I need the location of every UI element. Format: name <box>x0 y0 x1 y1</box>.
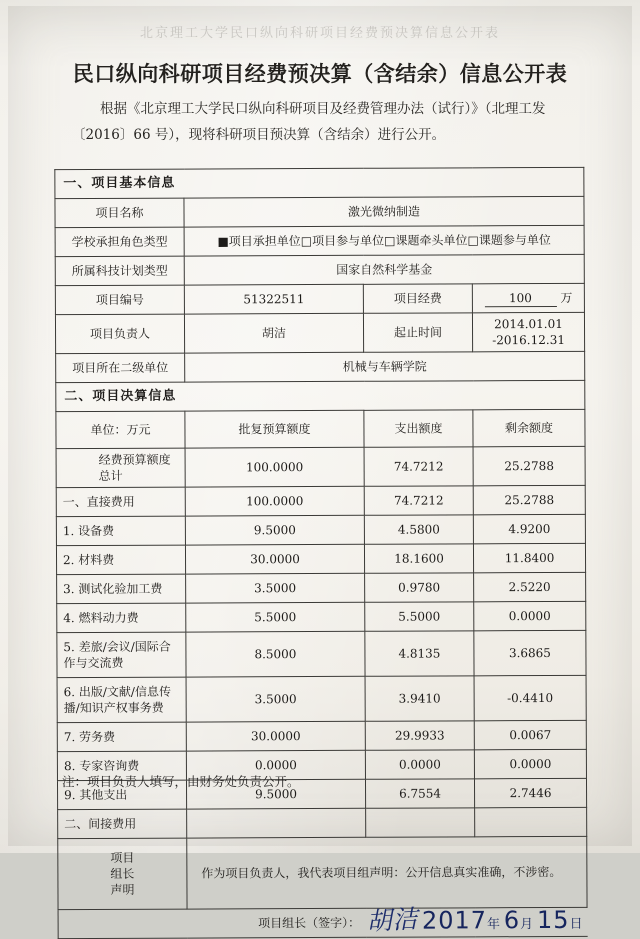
row-approved: 100.0000 <box>185 447 364 487</box>
signature-day: 15 <box>536 905 570 934</box>
row-approved: 3.5000 <box>186 573 365 603</box>
declaration-label-line-1: 项目 <box>110 850 135 865</box>
col-header-unit: 单位：万元 <box>56 411 185 449</box>
role-type-label: 学校承担角色类型 <box>55 227 184 257</box>
row-remain: 0.0000 <box>474 601 586 630</box>
row-label: 7. 劳务费 <box>57 722 186 752</box>
row-spent: 29.9933 <box>365 721 474 750</box>
table-row <box>55 312 584 353</box>
dept-label: 项目所在二级单位 <box>56 353 185 383</box>
table-row <box>56 514 585 545</box>
budget-unit: 万 <box>560 290 573 305</box>
row-label: 1. 设备费 <box>56 516 185 546</box>
row-remain: 25.2788 <box>473 485 585 514</box>
row-label: 8. 专家咨询费 <box>57 751 186 781</box>
row-label: 5. 差旅/会议/国际合作与交流费 <box>57 632 186 678</box>
table-row <box>56 446 585 487</box>
table-row <box>57 601 586 632</box>
plan-type-value: 国家自然科学基金 <box>184 254 584 285</box>
signature-label: 项目组长（签字）： <box>58 908 366 938</box>
table-row <box>56 485 585 516</box>
table-row <box>55 225 584 256</box>
row-approved: 3.5000 <box>186 676 365 722</box>
row-spent <box>366 808 475 837</box>
signature-year: 2017 <box>421 905 488 935</box>
table-row <box>55 254 584 285</box>
row-label: 二、间接费用 <box>58 809 187 839</box>
row-spent: 4.5800 <box>364 515 473 544</box>
row-approved: 100.0000 <box>185 486 364 516</box>
table-row <box>56 351 585 382</box>
budget-amount: 100 <box>484 289 556 306</box>
section-1-heading-row <box>55 167 584 198</box>
row-spent: 5.5000 <box>365 602 474 631</box>
table-row <box>57 720 586 751</box>
intro-line-1: 根据《北京理工大学民口纵向科研项目及经费管理办法（试行）》（北理工发 <box>100 101 546 117</box>
row-label: 4. 燃料动力费 <box>57 603 186 633</box>
row-label: 6. 出版/文献/信息传播/知识产权事务费 <box>57 677 186 723</box>
project-code-label: 项目编号 <box>55 285 184 315</box>
row-remain: -0.4410 <box>474 675 586 720</box>
period-value: 2014.01.01 -2016.12.31 <box>472 312 584 351</box>
row-approved <box>187 808 366 838</box>
page-title: 民口纵向科研项目经费预决算（含结余）信息公开表 <box>72 61 568 86</box>
signature-year-unit: 年 <box>487 916 501 932</box>
budget-label: 项目经费 <box>363 284 472 313</box>
declaration-text: 作为项目负责人，我代表项目组声明：公开信息真实准确，不涉密。 <box>187 836 587 909</box>
signature-month-unit: 月 <box>520 916 534 932</box>
footnote: 注：项目负责人填写，由财务处负责公开。 <box>62 774 300 789</box>
row-approved: 5.5000 <box>186 602 365 632</box>
row-remain: 0.0000 <box>474 749 586 778</box>
row-approved: 9.5000 <box>185 515 364 545</box>
table-row <box>57 675 586 722</box>
signature-day-unit: 日 <box>569 916 583 932</box>
declaration-label-line-3: 声明 <box>110 882 135 897</box>
table-row <box>58 807 587 838</box>
row-spent: 0.0000 <box>365 750 474 779</box>
row-spent: 6.7554 <box>365 779 474 808</box>
row-remain: 2.7446 <box>474 778 586 807</box>
row-spent: 74.7212 <box>364 447 473 486</box>
main-table <box>54 167 587 939</box>
row-approved: 30.0000 <box>185 544 364 574</box>
budget-table-header-row <box>56 409 585 448</box>
col-header-approved: 批复预算额度 <box>185 410 364 448</box>
row-label: 3. 测试化验加工费 <box>57 574 186 604</box>
row-remain: 3.6865 <box>474 630 586 675</box>
budget-value-cell <box>472 283 584 312</box>
plan-type-label: 所属科技计划类型 <box>55 256 184 286</box>
row-label: 2. 材料费 <box>56 545 185 575</box>
section-1-heading: 一、项目基本信息 <box>55 167 584 198</box>
signature-row <box>58 907 587 938</box>
declaration-label-line-2: 组长 <box>110 866 135 881</box>
row-remain <box>475 807 587 836</box>
section-2-heading: 二、项目决算信息 <box>56 380 585 411</box>
table-row <box>57 630 586 677</box>
row-spent: 3.9410 <box>365 676 474 721</box>
role-type-value: ■项目承担单位□项目参与单位□课题牵头单位□课题参与单位 <box>184 225 584 256</box>
row-approved: 8.5000 <box>186 631 365 677</box>
leader-label: 项目负责人 <box>55 314 184 354</box>
col-header-remain: 剩余额度 <box>473 409 585 446</box>
signature-area <box>365 903 587 937</box>
dept-value: 机械与车辆学院 <box>185 351 585 382</box>
project-name-label: 项目名称 <box>55 198 184 228</box>
row-approved: 30.0000 <box>186 721 365 751</box>
row-spent: 0.9780 <box>365 573 474 602</box>
table-row <box>56 543 585 574</box>
table-row <box>55 283 584 314</box>
intro-line-2: 〔2016〕66 号），现将科研项目预决算（含结余）进行公开。 <box>72 127 446 143</box>
row-label: 9. 其他支出 <box>57 780 186 810</box>
row-label: 经费预算额度总计 <box>56 448 185 488</box>
row-remain: 2.5220 <box>474 572 586 601</box>
row-spent: 74.7212 <box>364 486 473 515</box>
leader-value: 胡洁 <box>184 313 363 353</box>
row-approved: 0.0000 <box>186 750 365 780</box>
row-remain: 11.8400 <box>473 543 585 572</box>
row-spent: 4.8135 <box>365 631 474 676</box>
intro-paragraph <box>72 96 572 148</box>
table-row <box>55 196 584 227</box>
row-remain: 4.9200 <box>473 514 585 543</box>
period-label: 起止时间 <box>363 313 472 352</box>
declaration-label <box>58 838 187 910</box>
declaration-row <box>58 836 587 909</box>
table-row <box>57 572 586 603</box>
row-label: 一、直接费用 <box>56 487 185 517</box>
row-spent: 18.1600 <box>364 544 473 573</box>
row-remain: 25.2788 <box>473 446 585 485</box>
project-code-value: 51322511 <box>184 284 363 314</box>
section-2-heading-row <box>56 380 585 411</box>
row-approved: 9.5000 <box>186 779 365 809</box>
project-name-value: 激光微纳制造 <box>184 196 584 227</box>
col-header-spent: 支出额度 <box>364 410 473 447</box>
signature-month: 6 <box>503 905 521 934</box>
row-remain: 0.0067 <box>474 720 586 749</box>
signature-handwriting: 胡洁 <box>365 903 419 936</box>
watermark-text: 北京理工大学民口纵向科研项目经费预决算信息公开表 <box>139 26 500 41</box>
